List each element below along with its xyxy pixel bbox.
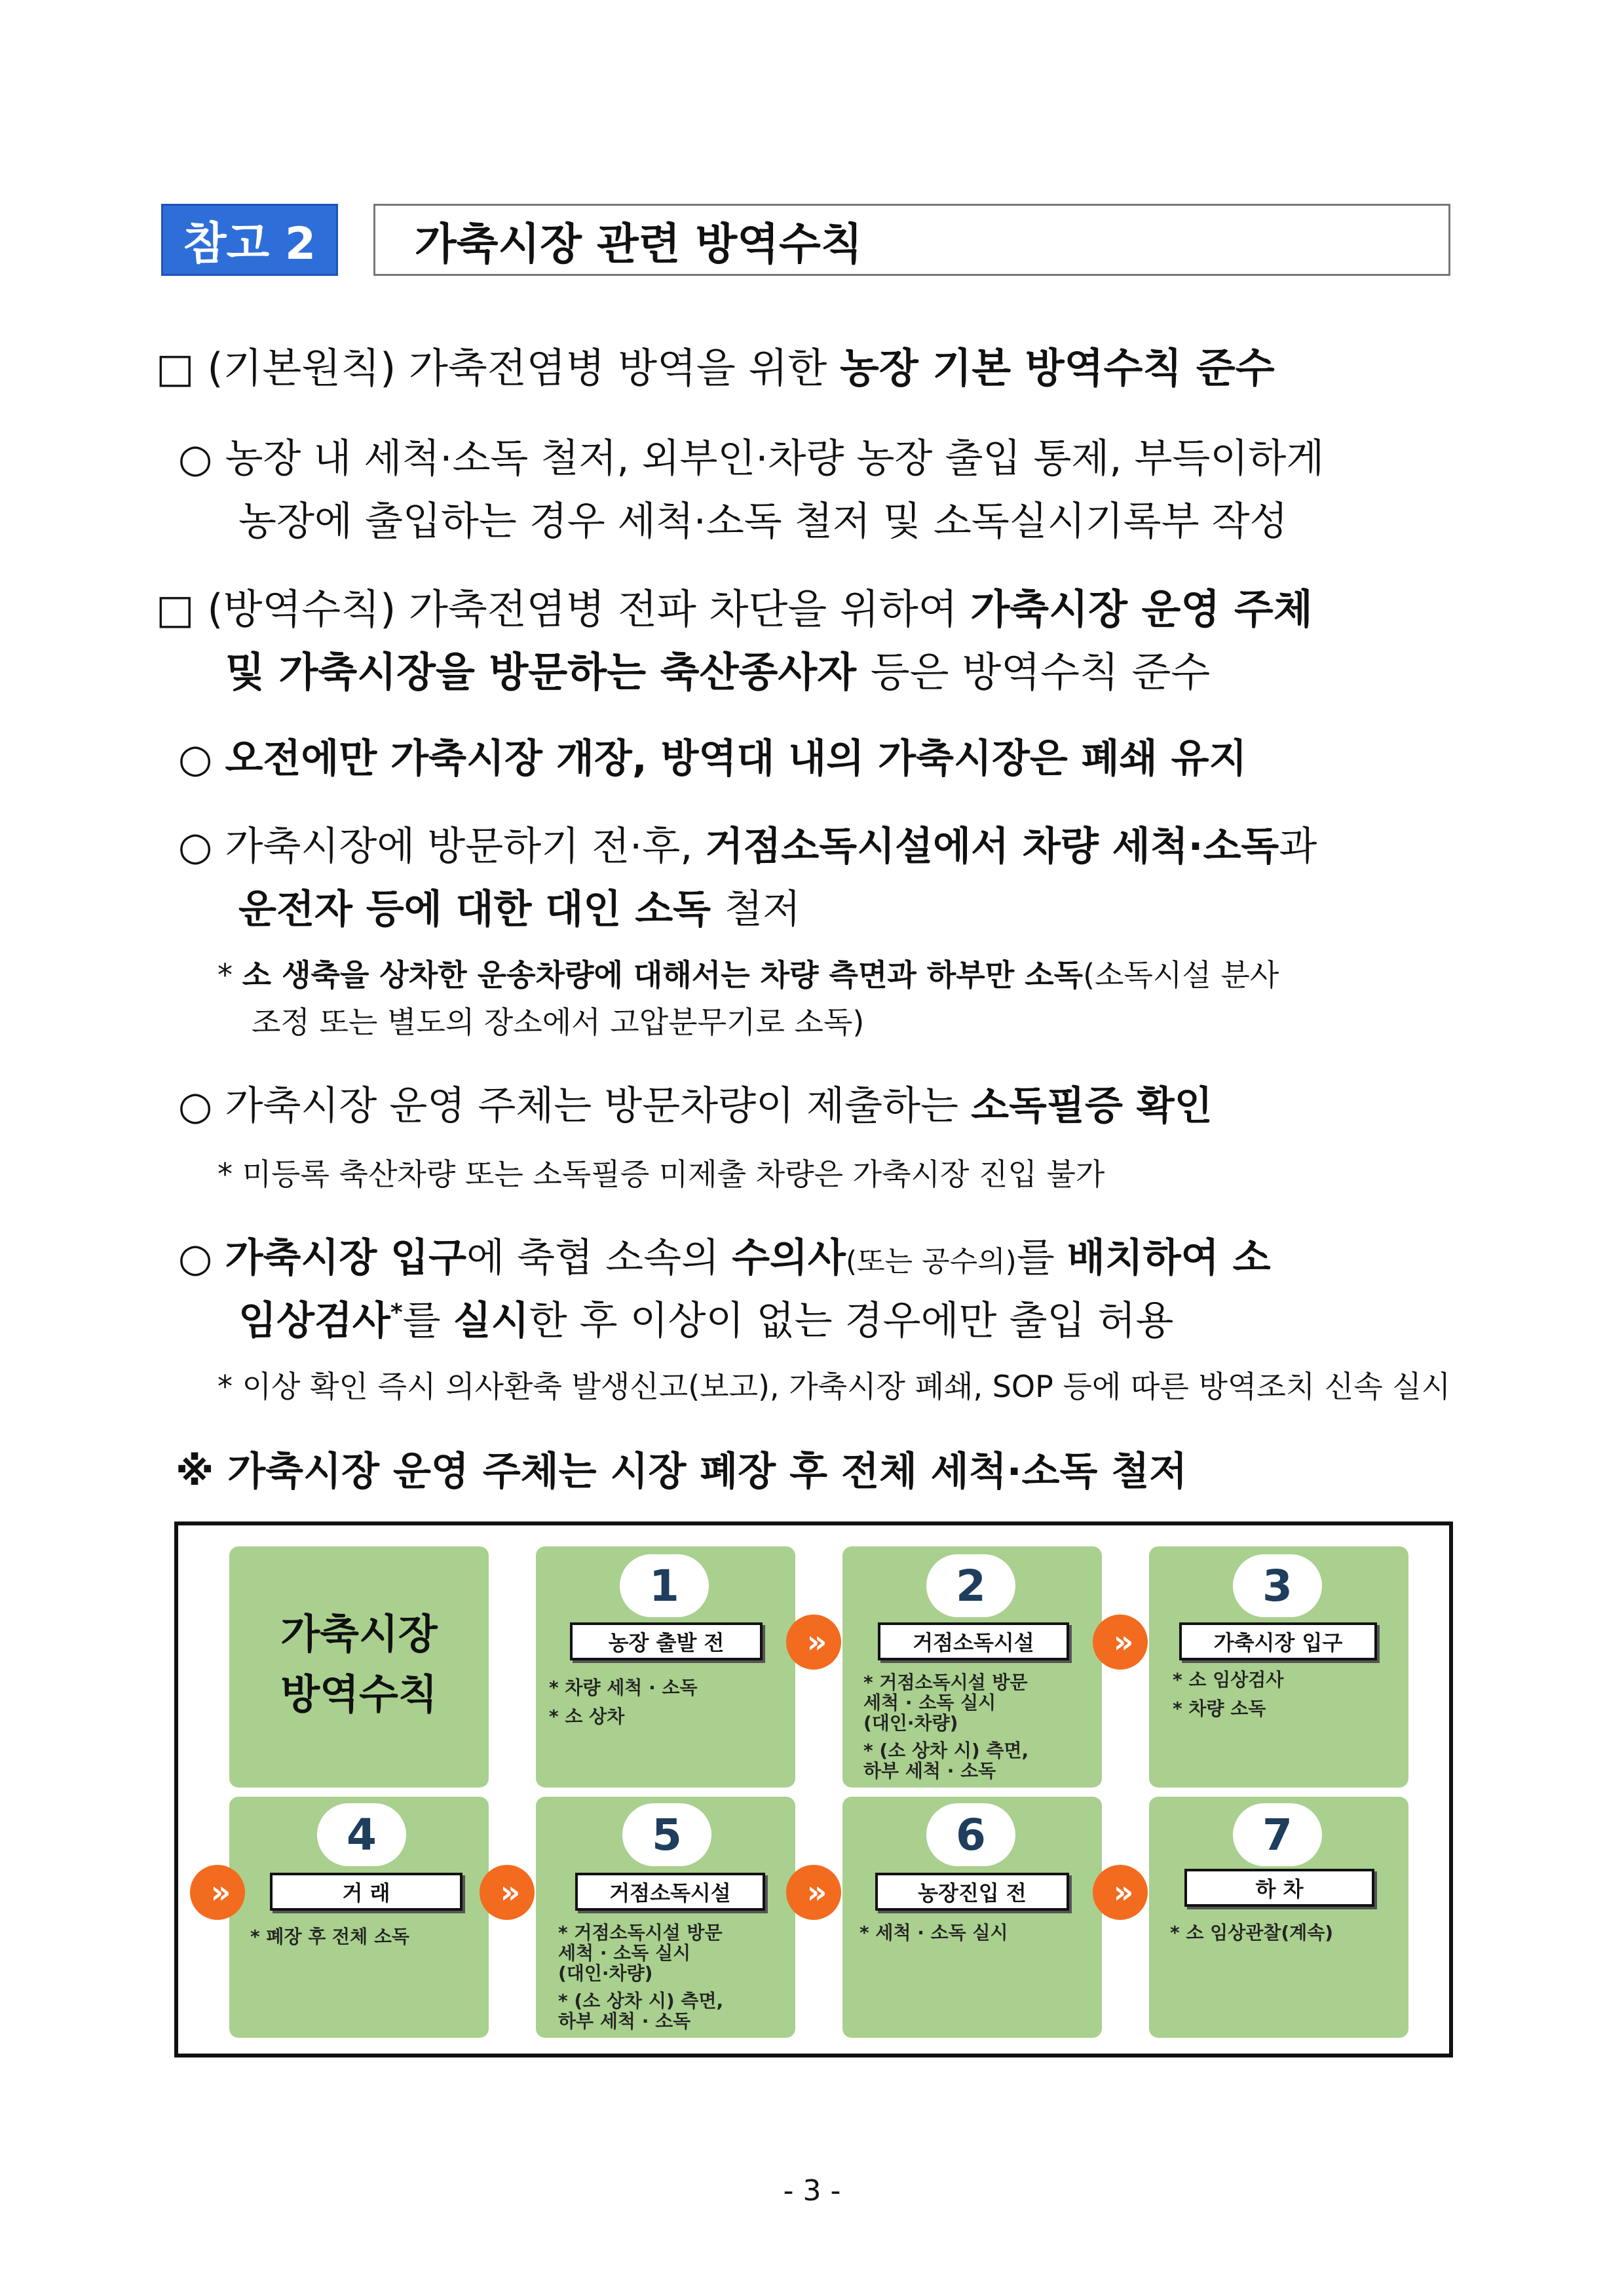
diagram-title-line2: 방역수칙 [280, 1670, 438, 1718]
circle-marker: ○ [178, 1083, 213, 1129]
item-text: 축협 소속의 [517, 1235, 732, 1281]
item-emphasis: 운전자 등에 대한 대인 소독 [238, 887, 725, 932]
note-star: * [217, 957, 233, 993]
section1-heading [156, 335, 1275, 394]
step-3-label: 가축시장 입구 [1179, 1622, 1377, 1660]
section2-item1 [178, 727, 1247, 784]
step-1-label: 농장 출발 전 [570, 1622, 763, 1660]
step-5-note-3: (대인·차량) [558, 1962, 653, 1984]
step-2-number: 2 [926, 1554, 1015, 1617]
circle-marker: ○ [178, 824, 213, 870]
step-1-number: 1 [620, 1554, 709, 1617]
step-2-note-5: 하부 세척 · 소독 [863, 1760, 996, 1782]
section2-text-2: 등은 방역수칙 준수 [870, 648, 1211, 696]
step-5-note-4: * (소 상차 시) 측면, [558, 1990, 724, 2012]
section2-heading-line2 [225, 640, 1210, 698]
step-1-note-1: * 차량 세척 · 소독 [549, 1677, 698, 1698]
step-5-note-5: 하부 세척 · 소독 [558, 2010, 691, 2032]
footnote-star: * [390, 1299, 403, 1326]
section2-text: 가축전염병 전파 차단을 위하여 [408, 585, 971, 633]
page-number: - 3 - [783, 2174, 841, 2208]
item-text: 오전에만 가축시장 개장, 방역대 내의 가축시장은 폐쇄 유지 [225, 736, 1247, 782]
chevron-right-icon: » [1093, 1615, 1148, 1670]
note-emphasis: 소 생축을 상차한 운송차량에 대해서는 차량 측면과 하부만 소독 [242, 957, 1084, 993]
step-5-label: 거점소독시설 [575, 1873, 765, 1911]
item-emphasis: 임상검사 [238, 1298, 390, 1344]
chevron-right-icon: » [1093, 1865, 1148, 1920]
section2-label: (방역수칙) [207, 585, 409, 633]
step-2-note-2: 세척 · 소독 실시 [863, 1692, 996, 1713]
chevron-right-icon: » [786, 1865, 841, 1920]
section1-label: (기본원칙) [207, 344, 409, 392]
chevron-right-icon: » [786, 1615, 841, 1670]
remark: ※ 가축시장 운영 주체는 시장 폐장 후 전체 세척·소독 철저 [176, 1449, 1188, 1495]
circle-marker: ○ [178, 436, 213, 482]
section2-item4-line2 [238, 1290, 1173, 1346]
section2-item2-line2 [238, 878, 801, 934]
item-text: 를 [402, 1298, 453, 1344]
section1-text: 가축전염병 방역을 위한 [408, 344, 840, 392]
step-7-number: 7 [1233, 1803, 1322, 1866]
step-6-note-1: * 세척 · 소독 실시 [859, 1922, 1008, 1943]
reference-tag: 참고 2 [161, 204, 338, 276]
item-text: 철저 [725, 887, 801, 932]
step-2-note-4: * (소 상차 시) 측면, [863, 1740, 1029, 1761]
step-4-label: 거 래 [270, 1873, 463, 1911]
item-text: 를 [1016, 1235, 1067, 1281]
section1-item1-line1 [178, 427, 1324, 484]
step-3-note-2: * 차량 소독 [1173, 1698, 1266, 1719]
chevron-right-icon: » [190, 1865, 245, 1920]
section2-item3-note: * 미등록 축산차량 또는 소독필증 미제출 차량은 가축시장 진입 불가 [217, 1157, 1105, 1192]
step-3-number: 3 [1233, 1554, 1322, 1617]
step-2-label: 거점소독시설 [878, 1622, 1069, 1660]
section2-emphasis: 가축시장 운영 주체 [970, 585, 1313, 633]
note-text: (소독시설 분사 [1083, 957, 1279, 993]
diagram-title-line1: 가축시장 [280, 1610, 438, 1658]
step-7-note-1: * 소 임상관찰(계속) [1170, 1922, 1334, 1943]
item-text-end: 과 [1279, 824, 1317, 870]
item-text: 에 [466, 1235, 518, 1281]
step-5-number: 5 [622, 1803, 711, 1866]
step-6-number: 6 [926, 1803, 1015, 1866]
step-2-note-1: * 거점소독시설 방문 [863, 1672, 1028, 1693]
step-3-note-1: * 소 임상검사 [1173, 1669, 1284, 1691]
step-2-note-3: (대인·차량) [863, 1712, 958, 1734]
section2-emphasis-2: 및 가축시장을 방문하는 축산종사자 [225, 648, 871, 696]
section1-item1-line2: 농장에 출입하는 경우 세척·소독 철저 및 소독실시기록부 작성 [238, 499, 1288, 545]
step-4-number: 4 [317, 1803, 406, 1866]
circle-marker: ○ [178, 736, 213, 782]
step-6-label: 농장진입 전 [875, 1873, 1069, 1911]
item-emphasis: 배치하여 소 [1067, 1235, 1271, 1281]
circle-marker: ○ [178, 1235, 213, 1281]
page-title: 가축시장 관련 방역수칙 [373, 204, 1450, 276]
step-5-note-1: * 거점소독시설 방문 [558, 1922, 723, 1943]
section2-item2-note-line1 [217, 951, 1279, 995]
item-emphasis: 수의사 [732, 1235, 846, 1281]
step-5-note-2: 세척 · 소독 실시 [558, 1942, 691, 1964]
item-text: 한 후 이상이 없는 경우에만 출입 허용 [529, 1298, 1174, 1344]
step-1-note-2: * 소 상차 [549, 1706, 625, 1727]
item-text: 가축시장 운영 주체는 방문차량이 제출하는 [225, 1083, 972, 1129]
section2-item4-note: * 이상 확인 즉시 의사환축 발생신고(보고), 가축시장 폐쇄, SOP 등에 따른 방역조치 신속 실시 [217, 1369, 1451, 1404]
item-text: 가축시장에 방문하기 전·후, [225, 824, 706, 870]
chevron-right-icon: » [480, 1865, 535, 1920]
step-7-label: 하 차 [1184, 1869, 1374, 1907]
section1-emphasis: 농장 기본 방역수칙 준수 [840, 344, 1275, 392]
item-emphasis: 소독필증 확인 [971, 1083, 1213, 1129]
square-marker: □ [156, 344, 195, 392]
section2-heading-line1 [156, 577, 1313, 635]
item-emphasis: 실시 [453, 1298, 529, 1344]
item-text: 농장 내 세척·소독 철저, 외부인·차량 농장 출입 통제, 부득이하게 [225, 436, 1325, 482]
step-4-note-1: * 폐장 후 전체 소독 [250, 1926, 409, 1947]
section2-item2-note-line2: 조정 또는 별도의 장소에서 고압분무기로 소독) [252, 1004, 865, 1040]
square-marker: □ [156, 585, 195, 633]
section2-item3 [178, 1075, 1213, 1131]
section2-item2-line1 [178, 815, 1317, 871]
item-emphasis: 가축시장 입구 [225, 1235, 467, 1281]
item-emphasis: 거점소독시설에서 차량 세척·소독 [705, 824, 1279, 870]
section2-item4-line1 [178, 1227, 1271, 1283]
item-small-text: (또는 공수의) [845, 1245, 1017, 1278]
